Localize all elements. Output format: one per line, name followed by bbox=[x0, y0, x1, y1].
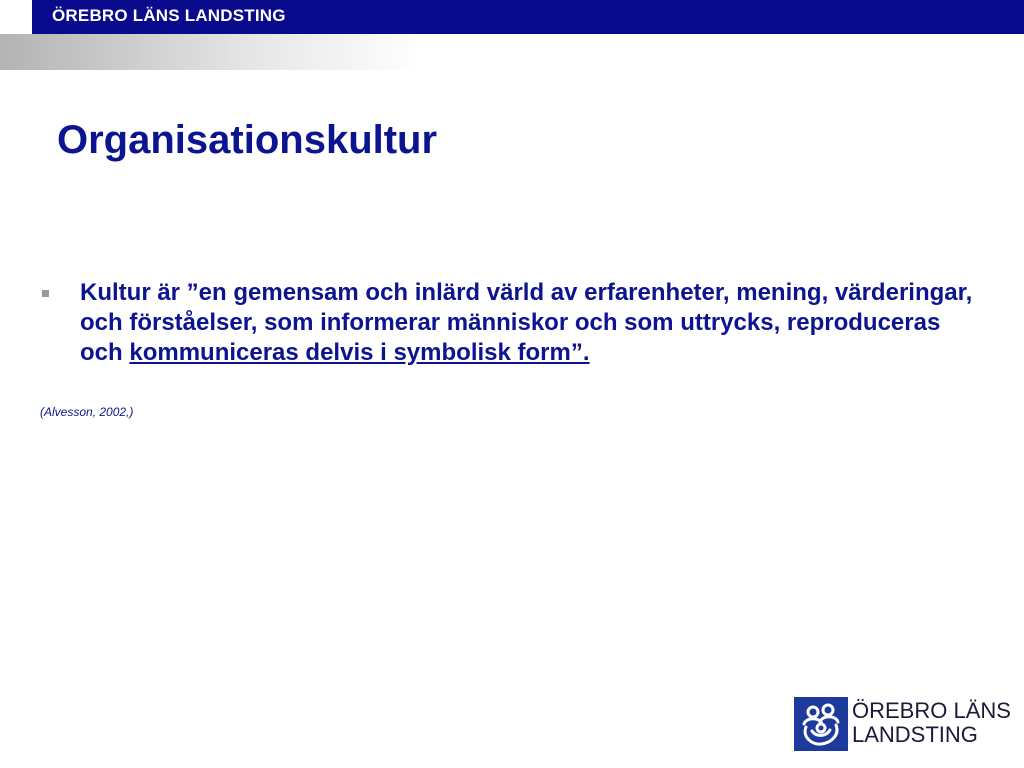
square-bullet-icon bbox=[42, 290, 49, 297]
slide-title: Organisationskultur bbox=[57, 118, 438, 162]
people-circle-logo-icon bbox=[794, 697, 848, 751]
logo-line-2: LANDSTING bbox=[852, 722, 978, 747]
header-band bbox=[0, 0, 1024, 34]
bullet-text-underlined: kommuniceras delvis i symbolisk form”. bbox=[129, 339, 590, 366]
bullet-item bbox=[40, 278, 980, 368]
bullet-text bbox=[80, 278, 980, 368]
citation: (Alvesson, 2002,) bbox=[40, 405, 134, 419]
header-gradient-strip bbox=[0, 34, 420, 70]
header-org-name: ÖREBRO LÄNS LANDSTING bbox=[52, 6, 286, 25]
logo-line-1: ÖREBRO LÄNS bbox=[852, 698, 1011, 723]
logo-wordmark bbox=[852, 699, 1011, 747]
header-notch bbox=[0, 0, 32, 34]
organization-logo bbox=[794, 697, 1011, 753]
bullet-text-plain: Kultur är ”en gemensam och inlärd värld av erfarenheter, mening, värderingar, och förståelser, som informerar människor och som uttrycks, reproduceras och bbox=[80, 279, 973, 366]
